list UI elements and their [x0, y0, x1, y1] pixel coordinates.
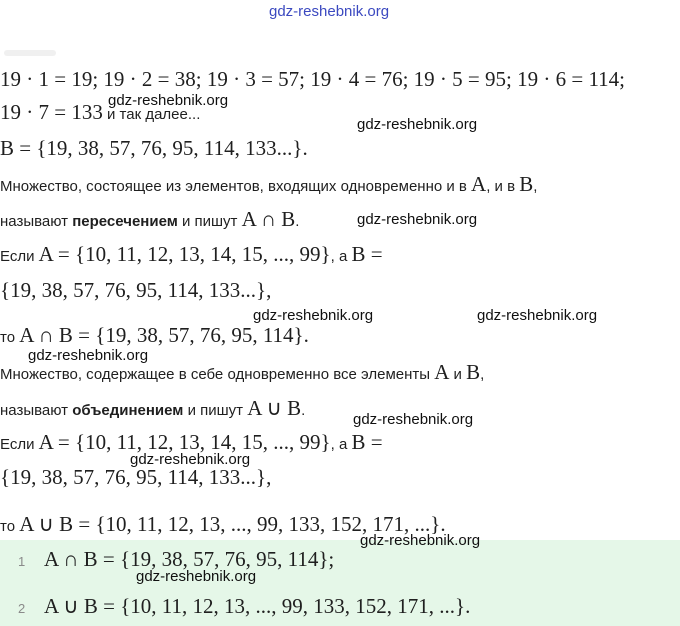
math-expr: A = {10, 11, 12, 13, 14, 15, ..., 99} — [38, 430, 331, 454]
text: Множество, состоящее из элементов, входящих одновременно и в — [0, 178, 472, 195]
term-union: объединением — [72, 402, 184, 419]
math-var: A — [434, 360, 450, 384]
watermark: gdz-reshebnik.org — [360, 532, 481, 549]
text: . — [295, 213, 300, 230]
text: . — [301, 402, 306, 419]
text: , — [533, 178, 538, 195]
text: и пишут — [183, 402, 248, 419]
union-example-2: {19, 38, 57, 76, 95, 114, 133...}, — [0, 465, 272, 489]
text: называют — [0, 402, 73, 419]
answer-number: 1 — [18, 554, 26, 569]
watermark: gdz-reshebnik.org — [357, 211, 478, 228]
math-expr: B = — [351, 430, 383, 454]
multiples-line: 19 · 1 = 19; 19 · 2 = 38; 19 · 3 = 57; 19 · 4 = 76; 19 · 5 = 95; 19 · 6 = 114; — [0, 67, 625, 91]
answer-number: 2 — [18, 601, 26, 616]
text: то — [0, 329, 20, 346]
answer-text: A ∪ B = {10, 11, 12, 13, ..., 99, 133, 152, 171, ...}. — [44, 594, 471, 618]
text: , а — [330, 248, 352, 265]
union-def-2 — [0, 396, 305, 421]
text: , — [480, 366, 485, 383]
text: то — [0, 518, 20, 535]
intersection-def-2 — [0, 207, 299, 232]
intersection-example-1 — [0, 242, 383, 267]
text: называют — [0, 213, 73, 230]
intersection-result — [0, 323, 309, 348]
math-var: A — [471, 172, 487, 196]
watermark: gdz-reshebnik.org — [136, 568, 257, 585]
math-expr: B = — [351, 242, 383, 266]
text: и пишут — [177, 213, 242, 230]
watermark-top: gdz-reshebnik.org — [269, 3, 390, 20]
text: , а — [330, 436, 352, 453]
math-expr: A ∪ B — [247, 396, 302, 420]
intersection-def-1 — [0, 172, 537, 197]
intersection-example-2: {19, 38, 57, 76, 95, 114, 133...}, — [0, 278, 272, 302]
set-b-definition: B = {19, 38, 57, 76, 95, 114, 133...}. — [0, 136, 308, 160]
watermark: gdz-reshebnik.org — [108, 92, 229, 109]
math-expr: A ∩ B — [241, 207, 296, 231]
math-expr: A ∩ B = {19, 38, 57, 76, 95, 114}. — [19, 323, 309, 347]
watermark: gdz-reshebnik.org — [357, 116, 478, 133]
answer-block — [0, 540, 680, 626]
math-expr: A ∪ B = {10, 11, 12, 13, ..., 99, 133, 152, 171, ...}. — [19, 512, 446, 536]
watermark: gdz-reshebnik.org — [28, 347, 149, 364]
math-var: B — [519, 172, 534, 196]
text: и — [449, 366, 467, 383]
math-expr: 19 · 7 = 133 — [0, 100, 103, 124]
watermark: gdz-reshebnik.org — [477, 307, 598, 324]
math-expr: A = {10, 11, 12, 13, 14, 15, ..., 99} — [38, 242, 331, 266]
text: Если — [0, 248, 39, 265]
answer-row-2 — [0, 594, 470, 619]
decorative-bar — [4, 50, 56, 56]
term-intersection: пересечением — [72, 213, 178, 230]
text: Множество, содержащее в себе одновременно все элементы — [0, 366, 435, 383]
math-var: B — [466, 360, 481, 384]
watermark: gdz-reshebnik.org — [353, 411, 474, 428]
text: Если — [0, 436, 39, 453]
text: и так далее... — [102, 106, 201, 123]
watermark: gdz-reshebnik.org — [253, 307, 374, 324]
text: , и в — [486, 178, 520, 195]
watermark: gdz-reshebnik.org — [130, 451, 251, 468]
answer-text: A ∩ B = {19, 38, 57, 76, 95, 114}; — [44, 547, 335, 571]
